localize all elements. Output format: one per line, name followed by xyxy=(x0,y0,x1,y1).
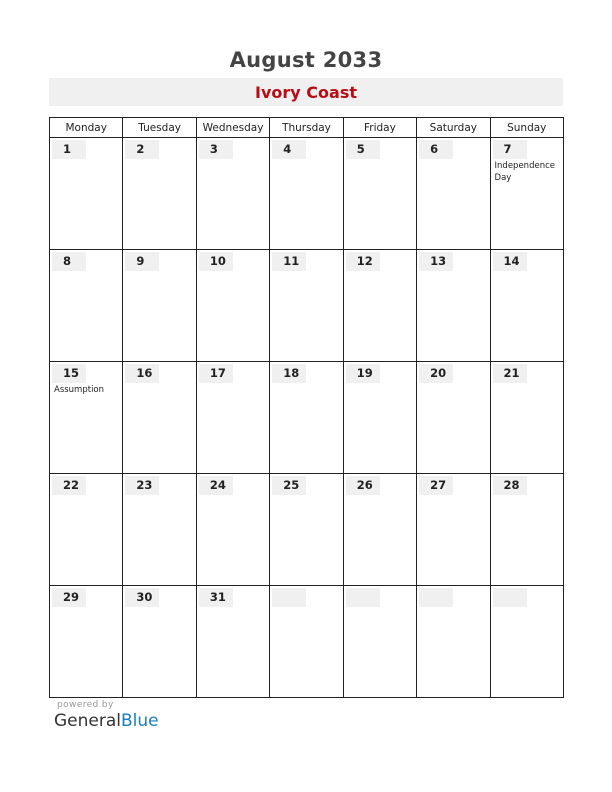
page-title: August 2033 xyxy=(229,48,383,72)
day-number: 6 xyxy=(430,142,439,156)
day-number: 11 xyxy=(283,254,300,268)
day-number-box xyxy=(419,140,453,159)
day-number: 5 xyxy=(356,142,365,156)
day-number-box xyxy=(125,476,159,495)
brand-blue-text: Blue xyxy=(121,711,159,731)
day-number-box xyxy=(272,364,306,383)
day-cell xyxy=(417,250,490,362)
day-number-box xyxy=(52,252,86,271)
day-number: 23 xyxy=(136,478,153,492)
day-number-box xyxy=(346,588,380,607)
day-cell xyxy=(196,362,269,474)
day-number: 13 xyxy=(430,254,447,268)
day-number: 31 xyxy=(209,590,226,604)
day-cell xyxy=(50,250,123,362)
day-number-box xyxy=(272,140,306,159)
week-row xyxy=(50,138,564,250)
day-number-box xyxy=(419,364,453,383)
day-number: 29 xyxy=(63,590,80,604)
day-cell xyxy=(50,362,123,474)
day-cell xyxy=(490,250,563,362)
day-cell xyxy=(196,138,269,250)
day-number-box xyxy=(199,588,233,607)
day-cell xyxy=(123,362,196,474)
day-cell xyxy=(50,138,123,250)
day-number-box xyxy=(346,252,380,271)
brand-general-text: General xyxy=(54,711,121,731)
day-cell xyxy=(490,138,563,250)
calendar-grid xyxy=(49,117,564,698)
weekday-header: Wednesday xyxy=(196,118,269,138)
day-cell xyxy=(196,250,269,362)
day-number-box xyxy=(272,476,306,495)
day-number: 22 xyxy=(63,478,80,492)
day-number-box xyxy=(419,476,453,495)
day-cell xyxy=(123,586,196,698)
day-number: 7 xyxy=(503,142,512,156)
country-name: Ivory Coast xyxy=(255,83,357,102)
day-cell xyxy=(50,474,123,586)
day-cell xyxy=(343,586,416,698)
day-cell xyxy=(343,250,416,362)
weekday-header: Saturday xyxy=(417,118,490,138)
day-number-box xyxy=(125,252,159,271)
day-cell xyxy=(417,362,490,474)
day-number-box xyxy=(125,364,159,383)
day-number: 2 xyxy=(136,142,145,156)
day-number-box xyxy=(346,364,380,383)
day-cell xyxy=(196,474,269,586)
day-number-box xyxy=(199,364,233,383)
country-banner xyxy=(49,78,563,106)
day-number: 27 xyxy=(430,478,447,492)
day-number-box xyxy=(493,140,527,159)
day-number: 19 xyxy=(356,366,373,380)
day-number-box xyxy=(52,140,86,159)
day-number-box xyxy=(493,476,527,495)
day-number-box xyxy=(52,476,86,495)
day-cell xyxy=(270,474,343,586)
day-number: 30 xyxy=(136,590,153,604)
holiday-label: Assumption xyxy=(54,385,105,395)
day-number-box xyxy=(52,588,86,607)
day-cell xyxy=(343,138,416,250)
holiday-label: Independence Day xyxy=(494,161,555,183)
day-number: 4 xyxy=(283,142,292,156)
day-number-box xyxy=(52,364,86,383)
day-number: 24 xyxy=(209,478,226,492)
day-number-box xyxy=(493,364,527,383)
brand-logo[interactable] xyxy=(54,711,159,731)
day-number: 21 xyxy=(503,366,520,380)
day-number: 3 xyxy=(209,142,218,156)
day-number: 8 xyxy=(63,254,72,268)
day-cell xyxy=(123,474,196,586)
day-cell xyxy=(490,362,563,474)
week-row xyxy=(50,474,564,586)
day-number-box xyxy=(199,140,233,159)
day-number-box xyxy=(493,252,527,271)
day-cell xyxy=(270,138,343,250)
day-number-box xyxy=(272,252,306,271)
day-number-box xyxy=(346,476,380,495)
day-number: 9 xyxy=(136,254,145,268)
weekday-header-row xyxy=(50,118,564,138)
day-number-box xyxy=(419,252,453,271)
day-cell xyxy=(123,250,196,362)
powered-by-label: powered by xyxy=(57,700,114,710)
day-cell xyxy=(417,586,490,698)
day-cell xyxy=(343,474,416,586)
day-number-box xyxy=(272,588,306,607)
day-number: 10 xyxy=(209,254,226,268)
day-number: 17 xyxy=(209,366,226,380)
day-cell xyxy=(417,474,490,586)
day-cell xyxy=(50,586,123,698)
day-number: 12 xyxy=(356,254,373,268)
week-row xyxy=(50,362,564,474)
weekday-header: Monday xyxy=(50,118,123,138)
day-number: 20 xyxy=(430,366,447,380)
day-number: 26 xyxy=(356,478,373,492)
day-number: 28 xyxy=(503,478,520,492)
day-number: 16 xyxy=(136,366,153,380)
day-number: 14 xyxy=(503,254,520,268)
day-cell xyxy=(270,586,343,698)
weekday-header: Thursday xyxy=(270,118,343,138)
day-number-box xyxy=(125,140,159,159)
day-number: 18 xyxy=(283,366,300,380)
day-cell xyxy=(343,362,416,474)
day-cell xyxy=(270,362,343,474)
day-number: 1 xyxy=(63,142,72,156)
weekday-header: Tuesday xyxy=(123,118,196,138)
day-cell xyxy=(270,250,343,362)
day-number: 15 xyxy=(63,366,80,380)
day-cell xyxy=(490,474,563,586)
week-row xyxy=(50,586,564,698)
day-number-box xyxy=(493,588,527,607)
day-cell xyxy=(196,586,269,698)
day-number: 25 xyxy=(283,478,300,492)
day-number-box xyxy=(125,588,159,607)
day-cell xyxy=(417,138,490,250)
weekday-header: Friday xyxy=(343,118,416,138)
day-number-box xyxy=(346,140,380,159)
weekday-header: Sunday xyxy=(490,118,563,138)
day-cell xyxy=(490,586,563,698)
day-number-box xyxy=(199,476,233,495)
day-number-box xyxy=(419,588,453,607)
week-row xyxy=(50,250,564,362)
day-number-box xyxy=(199,252,233,271)
day-cell xyxy=(123,138,196,250)
